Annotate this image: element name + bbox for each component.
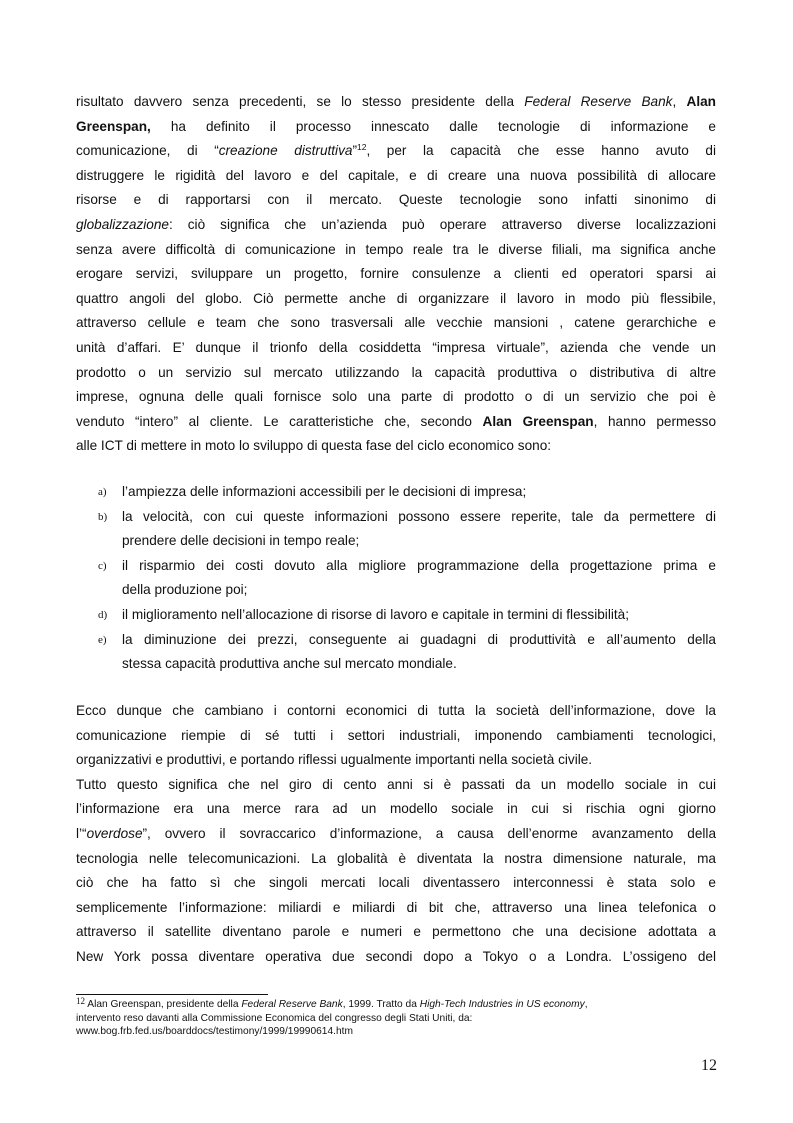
list-marker: b) — [98, 510, 108, 523]
bold-run: Greenspan, — [76, 118, 151, 134]
text-line: comunicazione riempie di sé tutti i settori industriali, imponendo cambiamenti tecnologici, — [76, 727, 716, 743]
text-run: ” — [352, 143, 357, 159]
body-paragraph-2 — [76, 699, 716, 773]
text-run: , hanno permesso — [593, 413, 716, 429]
text-line: imprese, ognuna delle quali fornisce solo una parte di prodotto o di un servizio che poi è — [76, 389, 716, 405]
text-run: l’“ — [76, 825, 87, 841]
footnote-ref[interactable]: 12 — [356, 142, 367, 153]
list-item — [76, 505, 716, 554]
text-line — [76, 139, 716, 164]
text-line: Ecco dunque che cambiano i contorni economici di tutta la società dell’informazione, dove la — [76, 703, 716, 718]
footnote-divider — [76, 994, 268, 995]
bold-run: Alan Greenspan — [482, 413, 594, 429]
feature-list — [76, 480, 716, 677]
text-line — [76, 213, 716, 238]
text-run: : ciò significa che un’azienda può operare attraverso diverse localizzazioni — [168, 216, 716, 232]
bold-run: Alan — [686, 94, 716, 109]
list-item-text: il risparmio dei costi dovuto alla migliore programmazione della progettazione prima e — [122, 557, 716, 573]
text-line — [76, 90, 716, 115]
italic-run: creazione distruttiva — [218, 143, 353, 159]
list-item-text: la diminuzione dei prezzi, conseguente ai guadagni di produttività e all’aumento della — [122, 631, 716, 647]
text-run: venduto “intero” al cliente. Le caratteristiche che, secondo — [76, 413, 483, 429]
list-item-text: la velocità, con cui queste informazioni possono essere reperite, tale da permettere di — [122, 508, 716, 524]
text-line: Tutto questo significa che nel giro di cento anni si è passati da un modello sociale in cui — [76, 776, 716, 792]
text-run: Alan Greenspan, presidente della — [85, 999, 242, 1010]
text-line — [76, 115, 716, 140]
text-run: comunicazione, di “ — [76, 143, 219, 159]
text-run: ha definito il processo innescato dalle tecnologie di informazione e — [150, 118, 716, 134]
text-run: , — [584, 999, 588, 1010]
text-line: attraverso cellule e team che sono trasversali alle vecchie mansioni , catene gerarchiche e — [76, 315, 716, 331]
list-item-text: l’ampiezza delle informazioni accessibili per le decisioni di impresa; — [122, 484, 527, 499]
list-item — [76, 628, 716, 677]
list-marker: e) — [98, 633, 107, 646]
text-line: organizzativi e produttivi, e portando riflessi ugualmente importanti nella società civile. — [76, 752, 593, 768]
text-run: , 1999. Tratto da — [342, 999, 420, 1010]
text-run: risultato davvero senza precedenti, se lo stesso presidente della — [76, 94, 525, 109]
list-item-text: della produzione poi; — [122, 582, 248, 598]
list-marker: a) — [98, 486, 107, 498]
footnote-number: 12 — [76, 996, 85, 1006]
text-line: prodotto o un servizio sul mercato utilizzando la capacità produttiva o distributiva di altre — [76, 364, 716, 380]
body-paragraph-3 — [76, 773, 716, 970]
italic-run: globalizzazione — [76, 216, 169, 232]
footnote — [76, 998, 716, 1039]
list-marker: c) — [98, 559, 107, 572]
text-line: unità d’affari. E’ dunque il trionfo della cosiddetta “impresa virtuale”, azienda che vende un — [76, 339, 716, 355]
list-item-text: stessa capacità produttiva anche sul mercato mondiale. — [122, 656, 457, 672]
footnote-line: intervento reso davanti alla Commissione Economica del congresso degli Stati Uniti, da: — [76, 1012, 473, 1024]
text-line: tecnologia nelle telecomunicazioni. La globalità è diventata la nostra dimensione naturale, ma — [76, 850, 716, 866]
body-paragraph-1 — [76, 90, 716, 459]
text-run: , — [672, 94, 687, 109]
italic-run: Federal Reserve Bank — [241, 999, 343, 1010]
italic-run: High-Tech Industries in US economy — [419, 999, 585, 1010]
text-run: ”, ovvero il sovraccarico d’informazione, a causa dell’enorme avanzamento della — [142, 825, 716, 841]
list-marker: d) — [98, 608, 108, 621]
list-item — [76, 480, 716, 505]
text-line: distruggere le rigidità del lavoro e del capitale, e di creare una nuova possibilità di allocare — [76, 167, 716, 183]
text-line: ciò che ha fatto sì che singoli mercati locali diventassero interconnessi è stata solo e — [76, 875, 716, 891]
text-line: attraverso il satellite diventano parole e numeri e permettono che una decisione adottata a — [76, 924, 716, 940]
text-line — [76, 410, 716, 435]
text-line: quattro angoli del globo. Ciò permette anche di organizzare il lavoro in modo più flessibile, — [76, 290, 716, 306]
text-run: , per la capacità che esse hanno avuto di — [366, 143, 716, 159]
page-number: 12 — [701, 1057, 717, 1074]
text-line: alle ICT di mettere in moto lo sviluppo di questa fase del ciclo economico sono: — [76, 438, 552, 454]
footnote-url[interactable]: www.bog.frb.fed.us/boarddocs/testimony/1999/19990614.htm — [76, 1026, 353, 1037]
footnote-line — [76, 998, 716, 1012]
text-line: semplicemente l’informazione: miliardi e miliardi di bit che, attraverso una linea telefonica o — [76, 899, 716, 915]
list-item-text: il miglioramento nell’allocazione di risorse di lavoro e capitale in termini di flessibilità; — [122, 606, 629, 622]
list-item — [76, 603, 716, 628]
text-line: l’informazione era una merce rara ad un modello sociale in cui si rischia ogni giorno — [76, 801, 716, 817]
text-line: risorse e di rapportarsi con il mercato. Queste tecnologie sono infatti sinonimo di — [76, 192, 716, 208]
text-line: New York possa diventare operativa due secondi dopo a Tokyo o a Londra. L’ossigeno del — [76, 948, 716, 964]
text-line — [76, 822, 716, 847]
text-line: erogare servizi, sviluppare un progetto, fornire consulenze a clienti ed operatori sparsi ai — [76, 266, 716, 282]
list-item-text: prendere delle decisioni in tempo reale; — [122, 533, 360, 549]
text-line: senza avere difficoltà di comunicazione in tempo reale tra le diverse filiali, ma significa anche — [76, 241, 716, 257]
list-item — [76, 554, 716, 603]
italic-run: Federal Reserve Bank — [524, 94, 673, 109]
italic-run: overdose — [86, 825, 143, 841]
